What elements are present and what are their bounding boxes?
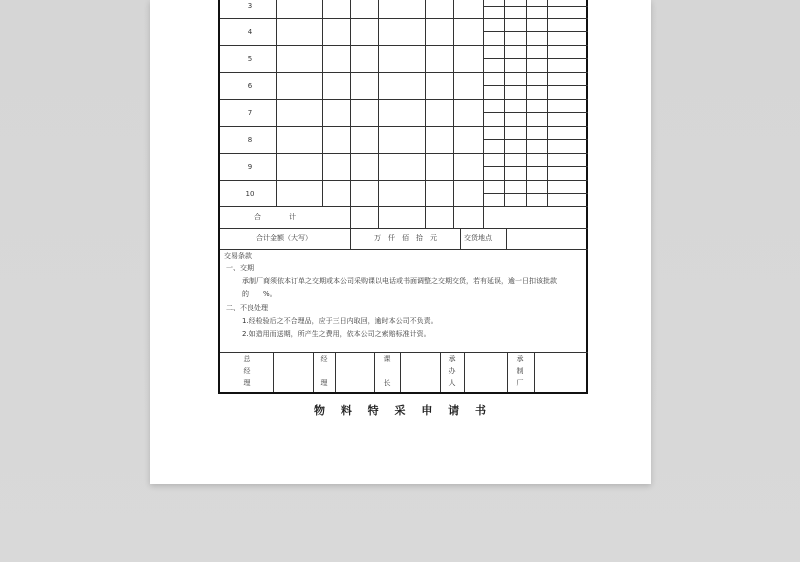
row-number: 6 bbox=[247, 82, 253, 90]
signature-handler-label: 承 办 人 bbox=[448, 355, 456, 387]
total-label: 合 计 bbox=[254, 213, 296, 221]
row-number: 7 bbox=[247, 109, 253, 117]
signature-section-chief-label: 课 长 bbox=[383, 355, 391, 387]
signature-manager-label: 经 理 bbox=[320, 355, 328, 387]
row-number: 8 bbox=[247, 136, 253, 144]
terms-item2-text-1: 1.经检验后之不合理品，应于三日内取回，逾时本公司不负责。 bbox=[242, 317, 438, 325]
terms-item1-title: 一、交期 bbox=[226, 264, 254, 272]
signature-vendor-label: 承 制 厂 bbox=[516, 355, 524, 387]
terms-item2-title: 二、不良处理 bbox=[226, 304, 268, 312]
terms-item1-text: 承制厂商须依本订单之交期或本公司采购课以电话或书面调整之交期交货，若有延误，逾一日扣该批款 bbox=[242, 277, 557, 285]
terms-item2-text-2: 2.如造用而送期，所产生之费用，依本公司之索赔标准计资。 bbox=[242, 330, 431, 338]
row-number: 3 bbox=[247, 2, 253, 10]
row-number: 10 bbox=[245, 190, 255, 198]
terms-item1-text-cont: 的 %。 bbox=[242, 290, 277, 298]
amount-in-words-label: 合计金额（大写） bbox=[256, 234, 312, 242]
amount-unit-label: 万 仟 佰 拾 元 bbox=[374, 234, 437, 242]
row-number: 5 bbox=[247, 55, 253, 63]
purchase-form-table bbox=[218, 0, 588, 394]
form-title: 物 料 特 采 申 请 书 bbox=[314, 404, 492, 417]
terms-heading: 交易条款 bbox=[224, 252, 252, 260]
signature-general-manager-label: 总 经 理 bbox=[243, 355, 251, 387]
delivery-location-label: 交货地点 bbox=[464, 234, 492, 242]
row-number: 4 bbox=[247, 28, 253, 36]
row-number: 9 bbox=[247, 163, 253, 171]
